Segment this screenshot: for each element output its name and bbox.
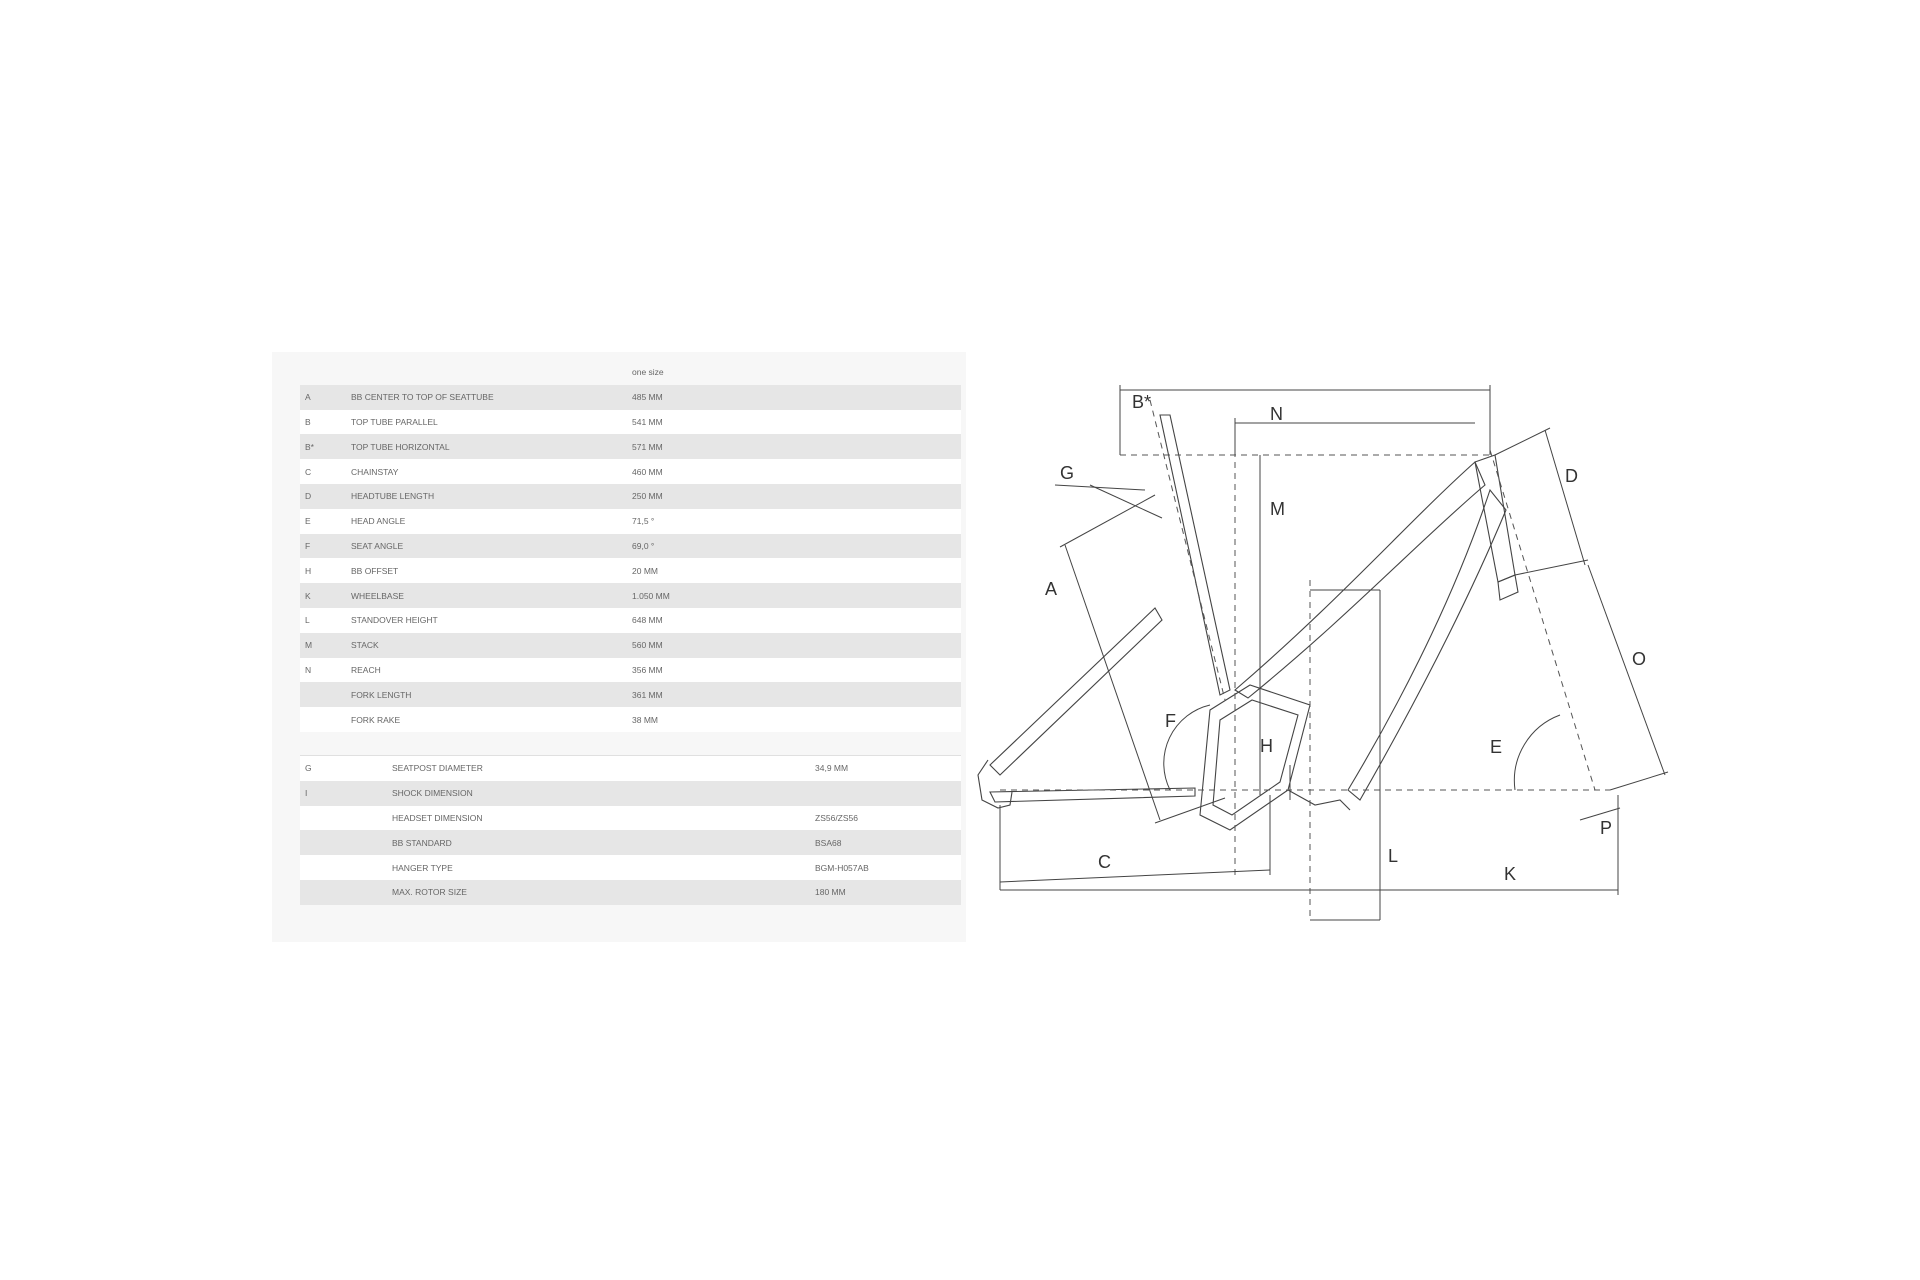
- frame-geometry-diagram: [970, 360, 1670, 940]
- geometry-table-wrapper: [300, 360, 956, 905]
- row-letter: C: [300, 459, 351, 484]
- row-label: HANGER TYPE: [392, 855, 815, 880]
- row-label: REACH: [351, 658, 632, 683]
- diagram-label-e: E: [1490, 737, 1503, 757]
- row-letter: [300, 806, 392, 831]
- row-letter: F: [300, 534, 351, 559]
- row-letter: B: [300, 410, 351, 435]
- table-row: [300, 385, 961, 410]
- table-row: [300, 633, 961, 658]
- component-table: [300, 755, 961, 905]
- table-row: [300, 855, 961, 880]
- diagram-label-a: A: [1045, 579, 1058, 599]
- diagram-label-d: D: [1565, 466, 1578, 486]
- row-label: HEADSET DIMENSION: [392, 806, 815, 831]
- row-label: FORK RAKE: [351, 707, 632, 732]
- row-label: BB CENTER TO TOP OF SEATTUBE: [351, 385, 632, 410]
- row-value: 361 MM: [632, 682, 961, 707]
- row-letter: [300, 830, 392, 855]
- row-value: 69,0 °: [632, 534, 961, 559]
- geometry-table: [300, 360, 961, 732]
- row-label: BB STANDARD: [392, 830, 815, 855]
- geometry-panel: [272, 352, 966, 942]
- row-letter: [300, 682, 351, 707]
- row-label: HEADTUBE LENGTH: [351, 484, 632, 509]
- row-label: HEAD ANGLE: [351, 509, 632, 534]
- row-value: ZS56/ZS56: [815, 806, 961, 831]
- dim-a-bottom-tick: [1155, 798, 1225, 823]
- row-label: MAX. ROTOR SIZE: [392, 880, 815, 905]
- table-row: [300, 459, 961, 484]
- dim-g-leader-angled: [1090, 485, 1162, 518]
- dim-o: [1588, 565, 1665, 775]
- table-row: [300, 410, 961, 435]
- row-label: TOP TUBE HORIZONTAL: [351, 434, 632, 459]
- row-value: 34,9 MM: [815, 755, 961, 780]
- row-value: 20 MM: [632, 558, 961, 583]
- row-letter: [300, 707, 351, 732]
- head-tube: [1475, 455, 1515, 582]
- reference-lines: [1000, 400, 1613, 920]
- table-gap: [300, 732, 956, 755]
- row-letter: I: [300, 781, 392, 806]
- row-letter: M: [300, 633, 351, 658]
- row-label: BB OFFSET: [351, 558, 632, 583]
- dim-c: [1000, 870, 1270, 882]
- table-row: [300, 558, 961, 583]
- fork-crown: [1498, 575, 1518, 600]
- row-letter: [300, 855, 392, 880]
- row-label: CHAINSTAY: [351, 459, 632, 484]
- table-row: [300, 583, 961, 608]
- row-letter: K: [300, 583, 351, 608]
- diagram-label-h: H: [1260, 736, 1273, 756]
- table-row: [300, 755, 961, 780]
- table-header-row: [300, 360, 961, 385]
- dim-d-top-tick: [1495, 428, 1550, 455]
- row-value: 485 MM: [632, 385, 961, 410]
- row-value: 560 MM: [632, 633, 961, 658]
- row-letter: B*: [300, 434, 351, 459]
- row-letter: N: [300, 658, 351, 683]
- table-row: [300, 781, 961, 806]
- table-row: [300, 806, 961, 831]
- row-label: TOP TUBE PARALLEL: [351, 410, 632, 435]
- diagram-label-o: O: [1632, 649, 1647, 669]
- table-row: [300, 658, 961, 683]
- row-value: BSA68: [815, 830, 961, 855]
- motor-skidplate: [1288, 790, 1350, 810]
- row-letter: E: [300, 509, 351, 534]
- row-value: 180 MM: [815, 880, 961, 905]
- seattube-axis-line: [1150, 400, 1225, 700]
- row-letter: H: [300, 558, 351, 583]
- row-value: 648 MM: [632, 608, 961, 633]
- dim-d: [1545, 430, 1585, 565]
- header-empty: [300, 360, 351, 385]
- table-row: [300, 608, 961, 633]
- table-row: [300, 484, 961, 509]
- table-row: [300, 830, 961, 855]
- row-letter: [300, 880, 392, 905]
- table-row: [300, 682, 961, 707]
- diagram-label-m: M: [1270, 499, 1285, 519]
- row-value: 356 MM: [632, 658, 961, 683]
- row-letter: D: [300, 484, 351, 509]
- motor-housing-inner: [1213, 700, 1298, 815]
- diagram-label-n: N: [1270, 404, 1283, 424]
- dim-a-top-tick: [1060, 495, 1155, 547]
- diagram-label-b-star: B*: [1132, 392, 1152, 412]
- frame-geometry-svg: [970, 360, 1670, 940]
- row-letter: A: [300, 385, 351, 410]
- row-label: WHEELBASE: [351, 583, 632, 608]
- row-letter: G: [300, 755, 392, 780]
- row-label: SHOCK DIMENSION: [392, 781, 815, 806]
- diagram-label-p: P: [1600, 818, 1613, 838]
- diagram-label-k: K: [1504, 864, 1517, 884]
- dim-e-arc: [1514, 715, 1560, 790]
- steering-axis-line: [1490, 450, 1595, 790]
- seat-post: [1160, 415, 1230, 695]
- row-value: BGM-H057AB: [815, 855, 961, 880]
- row-label: STACK: [351, 633, 632, 658]
- row-value: 571 MM: [632, 434, 961, 459]
- table-row: [300, 434, 961, 459]
- row-value: 250 MM: [632, 484, 961, 509]
- row-value: 460 MM: [632, 459, 961, 484]
- row-value: [815, 781, 961, 806]
- top-tube: [1235, 462, 1485, 698]
- row-label: FORK LENGTH: [351, 682, 632, 707]
- dim-o-bottom-tick: [1610, 772, 1668, 790]
- row-value: 541 MM: [632, 410, 961, 435]
- diagram-label-g: G: [1060, 463, 1075, 483]
- table-row: [300, 509, 961, 534]
- row-value: 1.050 MM: [632, 583, 961, 608]
- row-letter: L: [300, 608, 351, 633]
- diagram-label-l: L: [1388, 846, 1399, 866]
- table-row: [300, 880, 961, 905]
- header-empty: [351, 360, 632, 385]
- diagram-label-f: F: [1165, 711, 1176, 731]
- table-row: [300, 534, 961, 559]
- row-value: 71,5 °: [632, 509, 961, 534]
- table-row: [300, 707, 961, 732]
- row-value: 38 MM: [632, 707, 961, 732]
- frame-outline: [978, 415, 1518, 830]
- size-header: one size: [632, 367, 664, 378]
- diagram-label-c: C: [1098, 852, 1111, 872]
- row-label: STANDOVER HEIGHT: [351, 608, 632, 633]
- dim-a: [1065, 545, 1160, 820]
- row-label: SEATPOST DIAMETER: [392, 755, 815, 780]
- row-label: SEAT ANGLE: [351, 534, 632, 559]
